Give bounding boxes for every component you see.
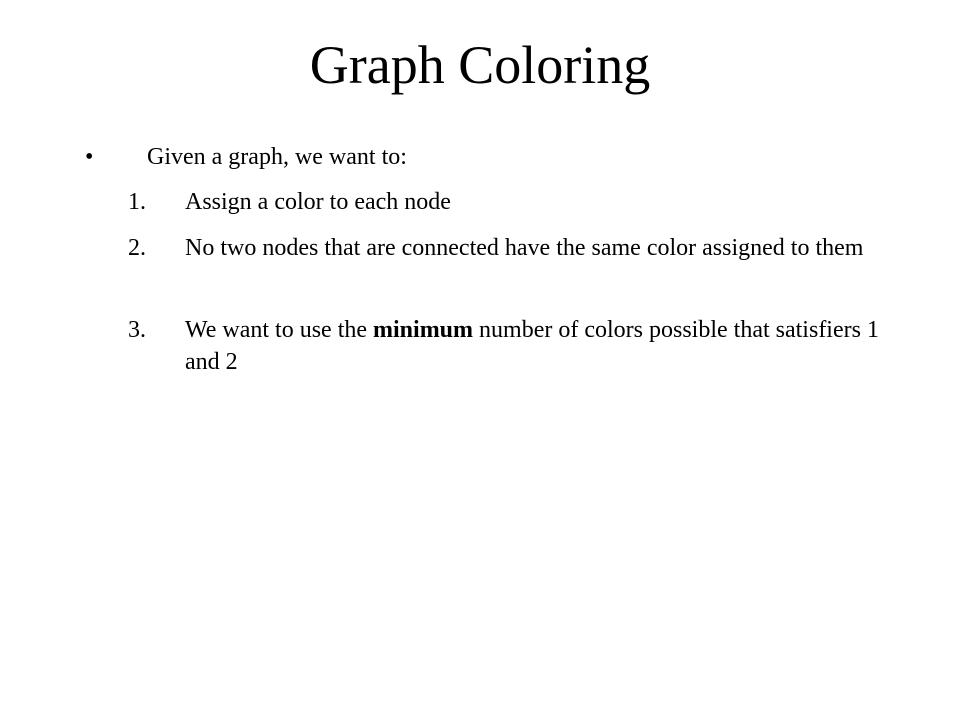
bullet-text: Given a graph, we want to: — [147, 144, 407, 170]
list-text-after: number of colors possible that satisfiers 1 and 2 — [185, 317, 879, 375]
list-text — [185, 314, 888, 378]
list-text-before: We want to use the — [185, 317, 374, 343]
list-item-2 — [128, 232, 888, 264]
list-number: 3. — [128, 317, 146, 343]
bullet-item — [85, 140, 407, 174]
list-text: Assign a color to each node — [185, 189, 451, 215]
emphasis-text: minimum — [373, 317, 474, 343]
list-text: No two nodes that are connected have the same color assigned to them — [185, 235, 864, 261]
list-item-1 — [128, 186, 888, 218]
list-item-3 — [128, 314, 888, 378]
bullet-icon: • — [85, 144, 94, 170]
list-number: 1. — [128, 189, 146, 215]
slide-title: Graph Coloring — [309, 35, 651, 95]
list-number: 2. — [128, 235, 146, 261]
